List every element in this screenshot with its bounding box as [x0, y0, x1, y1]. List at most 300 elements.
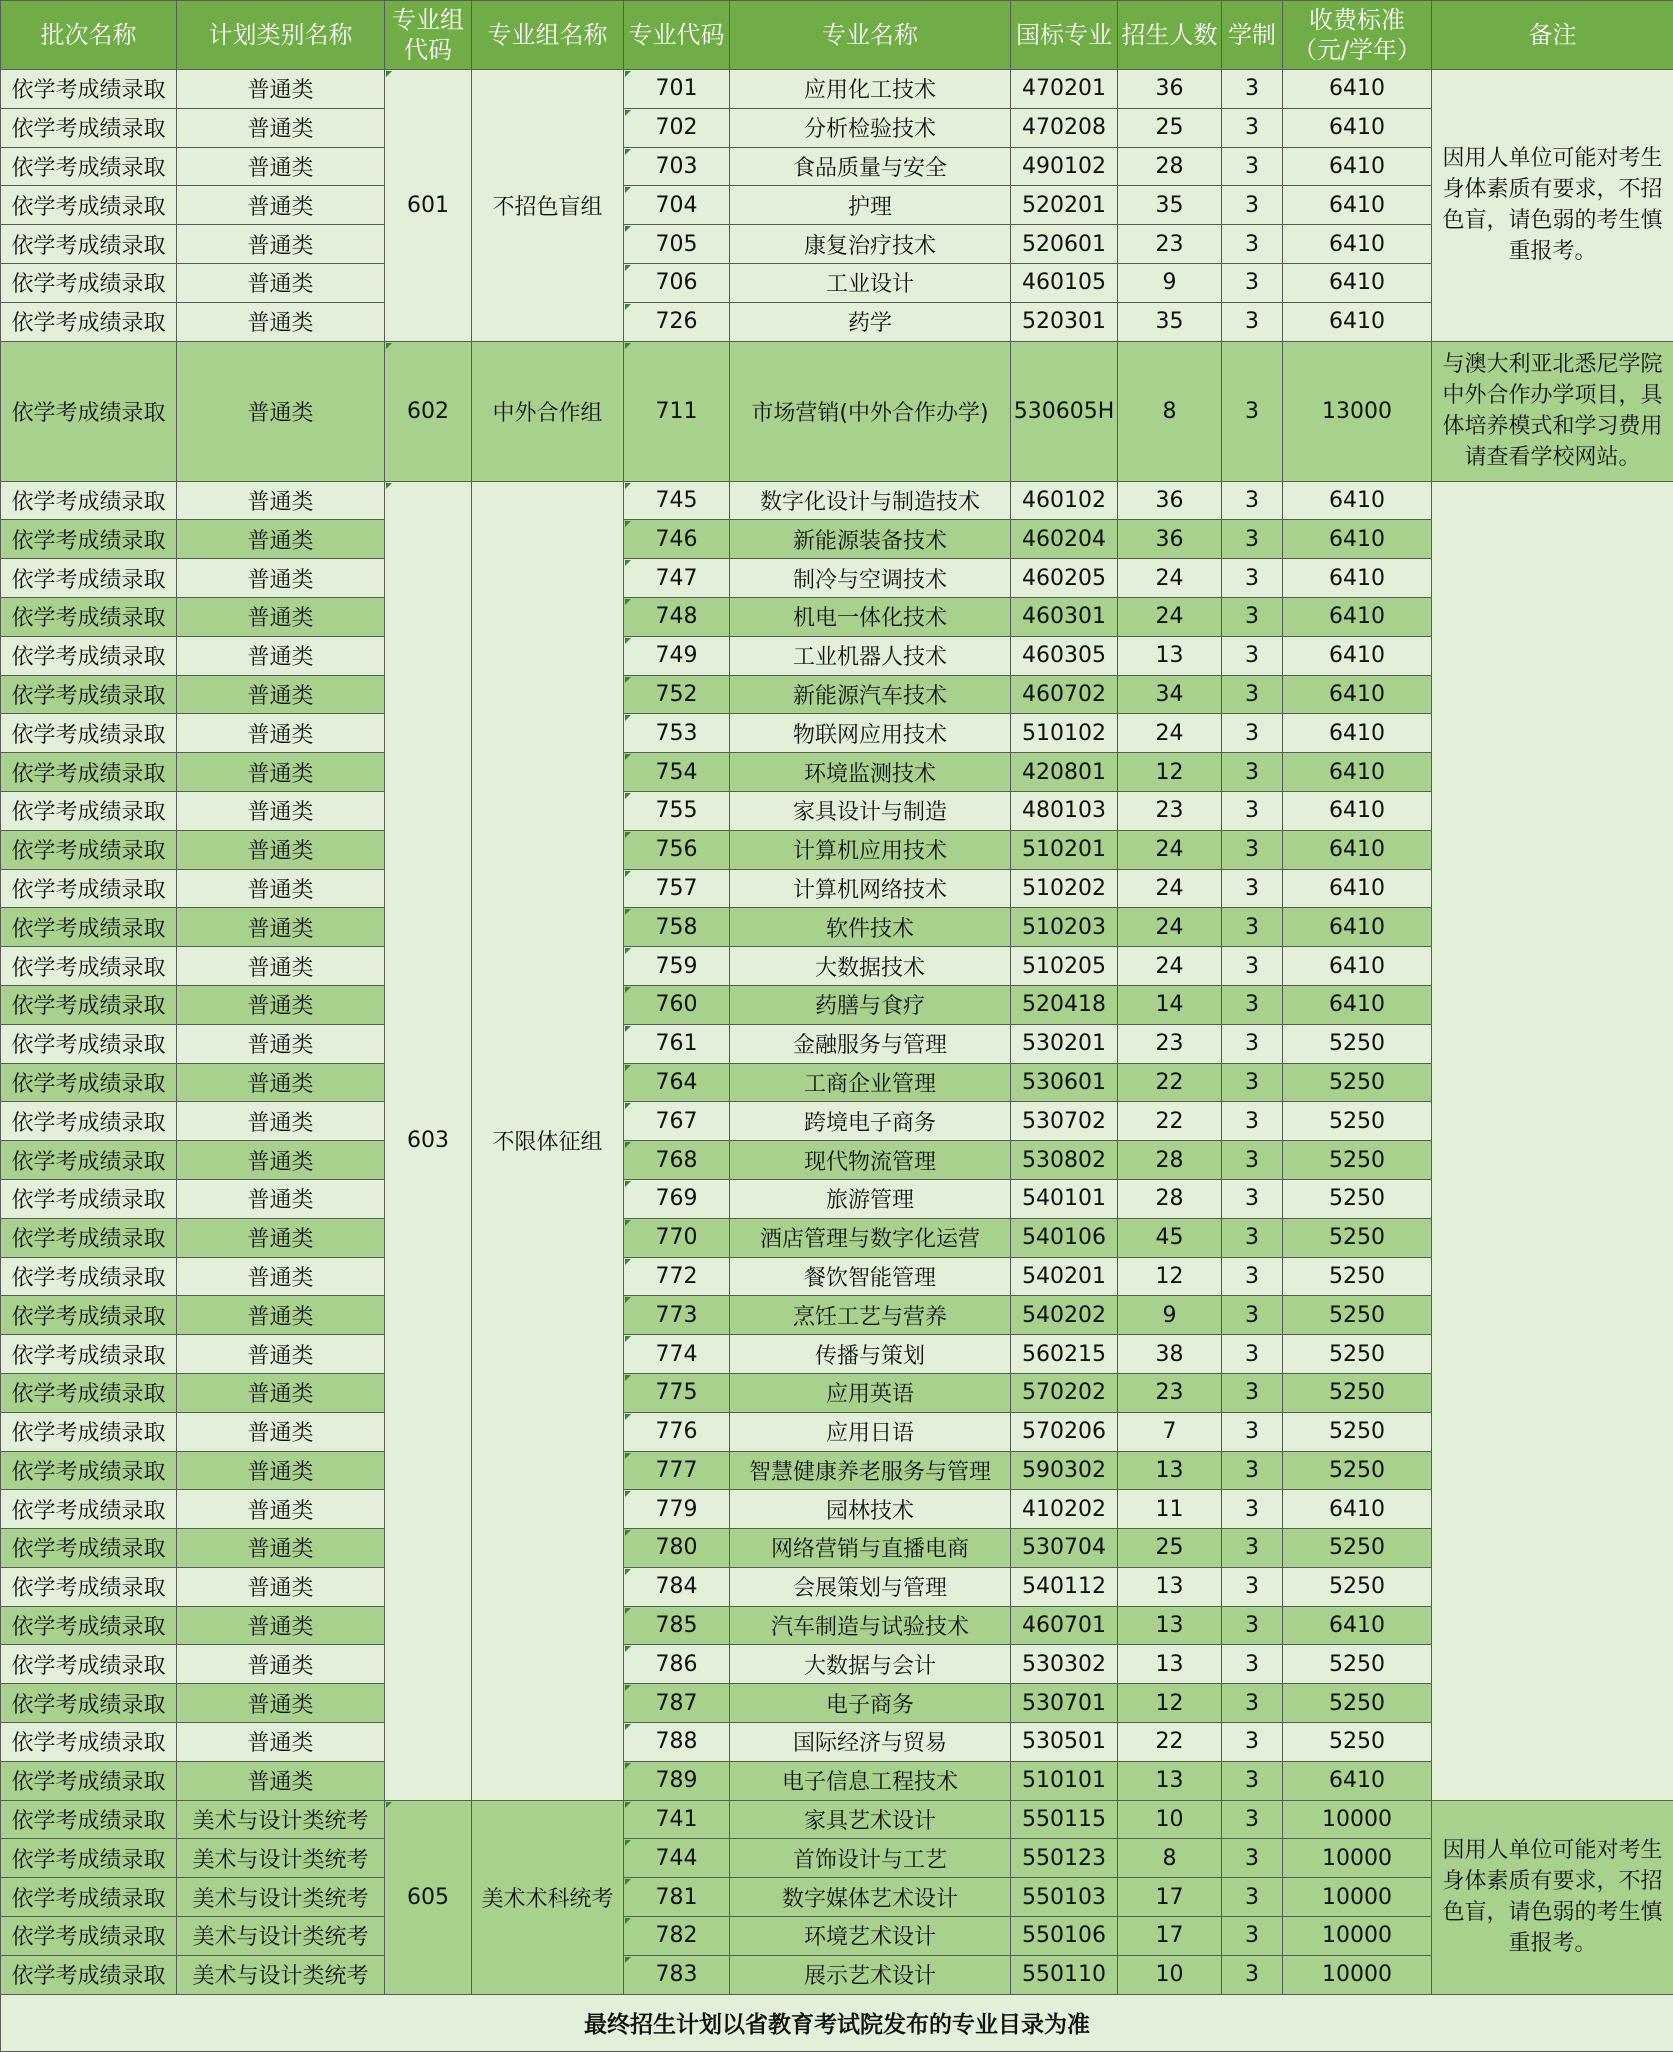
enrollment-cell: 14 [1118, 985, 1222, 1024]
duration-cell: 3 [1222, 1412, 1283, 1451]
major-name-cell: 跨境电子商务 [730, 1102, 1011, 1141]
major-name-cell: 国际经济与贸易 [730, 1723, 1011, 1762]
major-name-cell: 智慧健康养老服务与管理 [730, 1451, 1011, 1490]
batch-cell: 依学考成绩录取 [1, 1179, 177, 1218]
tuition-cell: 5250 [1283, 1024, 1432, 1063]
national-code-cell: 520301 [1011, 302, 1118, 341]
major-code-cell: 741 [624, 1800, 730, 1839]
major-name-cell: 汽车制造与试验技术 [730, 1606, 1011, 1645]
enrollment-cell: 24 [1118, 714, 1222, 753]
national-code-cell: 590302 [1011, 1451, 1118, 1490]
header-plan-type: 计划类别名称 [177, 1, 385, 70]
table-row [1, 714, 1673, 753]
major-name-cell: 机电一体化技术 [730, 597, 1011, 636]
plan-type-cell: 普通类 [177, 559, 385, 598]
tuition-cell: 6410 [1283, 559, 1432, 598]
duration-cell: 3 [1222, 753, 1283, 792]
major-code-cell: 704 [624, 186, 730, 225]
plan-type-cell: 普通类 [177, 753, 385, 792]
national-code-cell: 510101 [1011, 1761, 1118, 1800]
plan-type-cell: 美术与设计类统考 [177, 1917, 385, 1956]
national-code-cell: 550106 [1011, 1917, 1118, 1956]
batch-cell: 依学考成绩录取 [1, 559, 177, 598]
duration-cell: 3 [1222, 1024, 1283, 1063]
batch-cell: 依学考成绩录取 [1, 1024, 177, 1063]
enrollment-cell: 13 [1118, 1761, 1222, 1800]
plan-type-cell: 美术与设计类统考 [177, 1878, 385, 1917]
national-code-cell: 530702 [1011, 1102, 1118, 1141]
tuition-cell: 6410 [1283, 791, 1432, 830]
plan-type-cell: 普通类 [177, 1684, 385, 1723]
enrollment-cell: 24 [1118, 947, 1222, 986]
table-row [1, 1917, 1673, 1956]
plan-type-cell: 普通类 [177, 830, 385, 869]
national-code-cell: 460305 [1011, 636, 1118, 675]
enrollment-cell: 36 [1118, 520, 1222, 559]
enrollment-cell: 25 [1118, 1529, 1222, 1568]
tuition-cell: 5250 [1283, 1723, 1432, 1762]
batch-cell: 依学考成绩录取 [1, 753, 177, 792]
duration-cell: 3 [1222, 1839, 1283, 1878]
major-code-cell: 788 [624, 1723, 730, 1762]
enrollment-cell: 38 [1118, 1335, 1222, 1374]
tuition-cell: 6410 [1283, 714, 1432, 753]
tuition-cell: 5250 [1283, 1141, 1432, 1180]
national-code-cell: 540202 [1011, 1296, 1118, 1335]
plan-type-cell: 普通类 [177, 1141, 385, 1180]
table-row [1, 753, 1673, 792]
major-code-cell: 781 [624, 1878, 730, 1917]
batch-cell: 依学考成绩录取 [1, 1917, 177, 1956]
national-code-cell: 470208 [1011, 108, 1118, 147]
major-name-cell: 康复治疗技术 [730, 225, 1011, 264]
major-code-cell: 757 [624, 869, 730, 908]
major-code-cell: 705 [624, 225, 730, 264]
major-name-cell: 分析检验技术 [730, 108, 1011, 147]
tuition-cell: 6410 [1283, 1490, 1432, 1529]
plan-type-cell: 普通类 [177, 302, 385, 341]
table-row [1, 636, 1673, 675]
plan-type-cell: 普通类 [177, 341, 385, 481]
table-row [1, 830, 1673, 869]
plan-type-cell: 普通类 [177, 1761, 385, 1800]
national-code-cell: 530501 [1011, 1723, 1118, 1762]
header-group-code: 专业组代码 [385, 1, 472, 70]
table-row [1, 1761, 1673, 1800]
duration-cell: 3 [1222, 675, 1283, 714]
plan-type-cell: 普通类 [177, 1723, 385, 1762]
tuition-cell: 5250 [1283, 1684, 1432, 1723]
national-code-cell: 510201 [1011, 830, 1118, 869]
national-code-cell: 460105 [1011, 263, 1118, 302]
batch-cell: 依学考成绩录取 [1, 1063, 177, 1102]
tuition-cell: 6410 [1283, 753, 1432, 792]
tuition-cell: 5250 [1283, 1063, 1432, 1102]
table-row [1, 1296, 1673, 1335]
major-name-cell: 计算机应用技术 [730, 830, 1011, 869]
major-code-cell: 747 [624, 559, 730, 598]
enrollment-cell: 22 [1118, 1102, 1222, 1141]
tuition-cell: 10000 [1283, 1917, 1432, 1956]
enrollment-cell: 10 [1118, 1955, 1222, 1994]
duration-cell: 3 [1222, 1218, 1283, 1257]
national-code-cell: 460301 [1011, 597, 1118, 636]
table-row [1, 1645, 1673, 1684]
batch-cell: 依学考成绩录取 [1, 1102, 177, 1141]
duration-cell: 3 [1222, 1645, 1283, 1684]
enrollment-cell: 17 [1118, 1917, 1222, 1956]
batch-cell: 依学考成绩录取 [1, 1800, 177, 1839]
table-row [1, 1878, 1673, 1917]
enrollment-cell: 12 [1118, 753, 1222, 792]
tuition-cell: 10000 [1283, 1839, 1432, 1878]
table-row [1, 302, 1673, 341]
duration-cell: 3 [1222, 481, 1283, 520]
header-major-name: 专业名称 [730, 1, 1011, 70]
major-code-cell: 703 [624, 147, 730, 186]
major-code-cell: 783 [624, 1955, 730, 1994]
major-name-cell: 旅游管理 [730, 1179, 1011, 1218]
header-group-name: 专业组名称 [472, 1, 624, 70]
batch-cell: 依学考成绩录取 [1, 714, 177, 753]
plan-type-cell: 普通类 [177, 147, 385, 186]
major-name-cell: 市场营销(中外合作办学) [730, 341, 1011, 481]
major-name-cell: 数字化设计与制造技术 [730, 481, 1011, 520]
header-enrollment: 招生人数 [1118, 1, 1222, 70]
tuition-cell: 6410 [1283, 985, 1432, 1024]
major-code-cell: 745 [624, 481, 730, 520]
batch-cell: 依学考成绩录取 [1, 70, 177, 109]
batch-cell: 依学考成绩录取 [1, 1955, 177, 1994]
national-code-cell: 420801 [1011, 753, 1118, 792]
major-name-cell: 工业设计 [730, 263, 1011, 302]
group-name-cell: 中外合作组 [472, 341, 624, 481]
table-row [1, 1800, 1673, 1839]
national-code-cell: 540112 [1011, 1567, 1118, 1606]
enrollment-cell: 10 [1118, 1800, 1222, 1839]
enrollment-cell: 13 [1118, 1451, 1222, 1490]
enrollment-cell: 11 [1118, 1490, 1222, 1529]
table-row [1, 1567, 1673, 1606]
group-code-cell: 601 [385, 70, 472, 342]
national-code-cell: 540101 [1011, 1179, 1118, 1218]
major-code-cell: 776 [624, 1412, 730, 1451]
enrollment-cell: 23 [1118, 1373, 1222, 1412]
batch-cell: 依学考成绩录取 [1, 908, 177, 947]
tuition-cell: 5250 [1283, 1451, 1432, 1490]
duration-cell: 3 [1222, 1063, 1283, 1102]
tuition-cell: 5250 [1283, 1645, 1432, 1684]
major-name-cell: 家具设计与制造 [730, 791, 1011, 830]
major-name-cell: 应用英语 [730, 1373, 1011, 1412]
tuition-cell: 6410 [1283, 186, 1432, 225]
duration-cell: 3 [1222, 636, 1283, 675]
duration-cell: 3 [1222, 1917, 1283, 1956]
national-code-cell: 460102 [1011, 481, 1118, 520]
table-row [1, 147, 1673, 186]
tuition-cell: 5250 [1283, 1296, 1432, 1335]
national-code-cell: 550115 [1011, 1800, 1118, 1839]
major-code-cell: 775 [624, 1373, 730, 1412]
major-name-cell: 园林技术 [730, 1490, 1011, 1529]
batch-cell: 依学考成绩录取 [1, 1878, 177, 1917]
batch-cell: 依学考成绩录取 [1, 1529, 177, 1568]
major-name-cell: 首饰设计与工艺 [730, 1839, 1011, 1878]
major-name-cell: 餐饮智能管理 [730, 1257, 1011, 1296]
duration-cell: 3 [1222, 597, 1283, 636]
tuition-cell: 6410 [1283, 225, 1432, 264]
enrollment-cell: 45 [1118, 1218, 1222, 1257]
group-code-cell: 603 [385, 481, 472, 1800]
table-row [1, 520, 1673, 559]
major-code-cell: 774 [624, 1335, 730, 1374]
tuition-cell: 5250 [1283, 1373, 1432, 1412]
major-code-cell: 752 [624, 675, 730, 714]
enrollment-cell: 17 [1118, 1878, 1222, 1917]
tuition-cell: 10000 [1283, 1878, 1432, 1917]
plan-type-cell: 普通类 [177, 791, 385, 830]
table-row [1, 225, 1673, 264]
enrollment-cell: 9 [1118, 1296, 1222, 1335]
major-name-cell: 护理 [730, 186, 1011, 225]
enrollment-cell: 13 [1118, 1567, 1222, 1606]
duration-cell: 3 [1222, 302, 1283, 341]
table-row [1, 1335, 1673, 1374]
duration-cell: 3 [1222, 1335, 1283, 1374]
duration-cell: 3 [1222, 985, 1283, 1024]
footer-note: 最终招生计划以省教育考试院发布的专业目录为准 [1, 1994, 1673, 2051]
plan-type-cell: 普通类 [177, 1645, 385, 1684]
national-code-cell: 550103 [1011, 1878, 1118, 1917]
major-name-cell: 酒店管理与数字化运营 [730, 1218, 1011, 1257]
duration-cell: 3 [1222, 1761, 1283, 1800]
table-row [1, 1179, 1673, 1218]
duration-cell: 3 [1222, 108, 1283, 147]
national-code-cell: 530701 [1011, 1684, 1118, 1723]
major-name-cell: 应用日语 [730, 1412, 1011, 1451]
table-row [1, 70, 1673, 109]
duration-cell: 3 [1222, 186, 1283, 225]
major-code-cell: 748 [624, 597, 730, 636]
table-row [1, 791, 1673, 830]
header-tuition: 收费标准（元/学年） [1283, 1, 1432, 70]
enrollment-cell: 12 [1118, 1684, 1222, 1723]
duration-cell: 3 [1222, 1451, 1283, 1490]
major-name-cell: 软件技术 [730, 908, 1011, 947]
batch-cell: 依学考成绩录取 [1, 791, 177, 830]
batch-cell: 依学考成绩录取 [1, 147, 177, 186]
tuition-cell: 5250 [1283, 1567, 1432, 1606]
table-row [1, 985, 1673, 1024]
major-code-cell: 746 [624, 520, 730, 559]
duration-cell: 3 [1222, 559, 1283, 598]
national-code-cell: 530601 [1011, 1063, 1118, 1102]
batch-cell: 依学考成绩录取 [1, 597, 177, 636]
duration-cell: 3 [1222, 1179, 1283, 1218]
national-code-cell: 510202 [1011, 869, 1118, 908]
major-name-cell: 环境艺术设计 [730, 1917, 1011, 1956]
plan-type-cell: 普通类 [177, 1567, 385, 1606]
duration-cell: 3 [1222, 1296, 1283, 1335]
enrollment-cell: 28 [1118, 147, 1222, 186]
tuition-cell: 5250 [1283, 1529, 1432, 1568]
table-row [1, 908, 1673, 947]
major-code-cell: 782 [624, 1917, 730, 1956]
plan-type-cell: 普通类 [177, 1296, 385, 1335]
plan-type-cell: 普通类 [177, 1179, 385, 1218]
national-code-cell: 530201 [1011, 1024, 1118, 1063]
duration-cell: 3 [1222, 1684, 1283, 1723]
table-row [1, 869, 1673, 908]
batch-cell: 依学考成绩录取 [1, 675, 177, 714]
enrollment-cell: 22 [1118, 1723, 1222, 1762]
batch-cell: 依学考成绩录取 [1, 1141, 177, 1180]
header-national-code: 国标专业 [1011, 1, 1118, 70]
group-name-cell: 不限体征组 [472, 481, 624, 1800]
tuition-cell: 6410 [1283, 302, 1432, 341]
major-code-cell: 780 [624, 1529, 730, 1568]
batch-cell: 依学考成绩录取 [1, 1839, 177, 1878]
batch-cell: 依学考成绩录取 [1, 1257, 177, 1296]
major-code-cell: 768 [624, 1141, 730, 1180]
batch-cell: 依学考成绩录取 [1, 263, 177, 302]
enrollment-cell: 28 [1118, 1179, 1222, 1218]
enrollment-cell: 12 [1118, 1257, 1222, 1296]
plan-type-cell: 普通类 [177, 985, 385, 1024]
major-name-cell: 电子信息工程技术 [730, 1761, 1011, 1800]
national-code-cell: 530704 [1011, 1529, 1118, 1568]
tuition-cell: 5250 [1283, 1257, 1432, 1296]
duration-cell: 3 [1222, 1723, 1283, 1762]
table-row [1, 1257, 1673, 1296]
plan-type-cell: 普通类 [177, 1412, 385, 1451]
plan-type-cell: 普通类 [177, 1529, 385, 1568]
major-code-cell: 784 [624, 1567, 730, 1606]
national-code-cell: 510102 [1011, 714, 1118, 753]
national-code-cell: 490102 [1011, 147, 1118, 186]
national-code-cell: 550123 [1011, 1839, 1118, 1878]
header-major-code: 专业代码 [624, 1, 730, 70]
major-name-cell: 传播与策划 [730, 1335, 1011, 1374]
duration-cell: 3 [1222, 1529, 1283, 1568]
major-code-cell: 701 [624, 70, 730, 109]
batch-cell: 依学考成绩录取 [1, 1606, 177, 1645]
batch-cell: 依学考成绩录取 [1, 1373, 177, 1412]
major-code-cell: 749 [624, 636, 730, 675]
table-row [1, 1684, 1673, 1723]
table-row [1, 675, 1673, 714]
enrollment-cell: 13 [1118, 1606, 1222, 1645]
duration-cell: 3 [1222, 1102, 1283, 1141]
duration-cell: 3 [1222, 1373, 1283, 1412]
table-row [1, 1141, 1673, 1180]
table-row [1, 1529, 1673, 1568]
enrollment-cell: 22 [1118, 1063, 1222, 1102]
table-row [1, 1102, 1673, 1141]
notes-cell: 因用人单位可能对考生身体素质有要求，不招色盲，请色弱的考生慎重报考。 [1432, 1800, 1673, 1994]
duration-cell: 3 [1222, 1606, 1283, 1645]
national-code-cell: 570206 [1011, 1412, 1118, 1451]
table-row [1, 186, 1673, 225]
enrollment-cell: 34 [1118, 675, 1222, 714]
enrollment-cell: 7 [1118, 1412, 1222, 1451]
national-code-cell: 540201 [1011, 1257, 1118, 1296]
plan-type-cell: 普通类 [177, 186, 385, 225]
plan-type-cell: 普通类 [177, 908, 385, 947]
group-code-cell: 605 [385, 1800, 472, 1994]
tuition-cell: 5250 [1283, 1412, 1432, 1451]
major-code-cell: 770 [624, 1218, 730, 1257]
major-code-cell: 779 [624, 1490, 730, 1529]
plan-type-cell: 普通类 [177, 70, 385, 109]
duration-cell: 3 [1222, 1878, 1283, 1917]
major-code-cell: 702 [624, 108, 730, 147]
major-code-cell: 764 [624, 1063, 730, 1102]
national-code-cell: 460701 [1011, 1606, 1118, 1645]
major-name-cell: 数字媒体艺术设计 [730, 1878, 1011, 1917]
table-row [1, 1063, 1673, 1102]
enrollment-cell: 28 [1118, 1141, 1222, 1180]
tuition-cell: 6410 [1283, 947, 1432, 986]
header-duration: 学制 [1222, 1, 1283, 70]
national-code-cell: 530302 [1011, 1645, 1118, 1684]
tuition-cell: 6410 [1283, 70, 1432, 109]
major-name-cell: 现代物流管理 [730, 1141, 1011, 1180]
group-name-cell: 不招色盲组 [472, 70, 624, 342]
major-code-cell: 706 [624, 263, 730, 302]
table-row [1, 108, 1673, 147]
table-row [1, 1373, 1673, 1412]
duration-cell: 3 [1222, 1141, 1283, 1180]
major-code-cell: 758 [624, 908, 730, 947]
batch-cell: 依学考成绩录取 [1, 947, 177, 986]
batch-cell: 依学考成绩录取 [1, 520, 177, 559]
national-code-cell: 510205 [1011, 947, 1118, 986]
tuition-cell: 6410 [1283, 869, 1432, 908]
plan-type-cell: 普通类 [177, 1024, 385, 1063]
national-code-cell: 470201 [1011, 70, 1118, 109]
major-name-cell: 计算机网络技术 [730, 869, 1011, 908]
group-name-cell: 美术术科统考 [472, 1800, 624, 1994]
major-name-cell: 会展策划与管理 [730, 1567, 1011, 1606]
major-name-cell: 烹饪工艺与营养 [730, 1296, 1011, 1335]
enrollment-cell: 9 [1118, 263, 1222, 302]
header-notes: 备注 [1432, 1, 1673, 70]
national-code-cell: 530802 [1011, 1141, 1118, 1180]
major-name-cell: 应用化工技术 [730, 70, 1011, 109]
major-code-cell: 759 [624, 947, 730, 986]
plan-type-cell: 普通类 [177, 675, 385, 714]
duration-cell: 3 [1222, 947, 1283, 986]
major-name-cell: 物联网应用技术 [730, 714, 1011, 753]
table-body [1, 70, 1673, 1995]
batch-cell: 依学考成绩录取 [1, 1684, 177, 1723]
enrollment-cell: 36 [1118, 70, 1222, 109]
plan-type-cell: 普通类 [177, 1335, 385, 1374]
plan-type-cell: 美术与设计类统考 [177, 1839, 385, 1878]
batch-cell: 依学考成绩录取 [1, 1218, 177, 1257]
plan-type-cell: 普通类 [177, 1257, 385, 1296]
plan-type-cell: 普通类 [177, 520, 385, 559]
batch-cell: 依学考成绩录取 [1, 1645, 177, 1684]
plan-type-cell: 美术与设计类统考 [177, 1955, 385, 1994]
major-code-cell: 785 [624, 1606, 730, 1645]
batch-cell: 依学考成绩录取 [1, 481, 177, 520]
table-row [1, 263, 1673, 302]
national-code-cell: 570202 [1011, 1373, 1118, 1412]
batch-cell: 依学考成绩录取 [1, 985, 177, 1024]
duration-cell: 3 [1222, 869, 1283, 908]
